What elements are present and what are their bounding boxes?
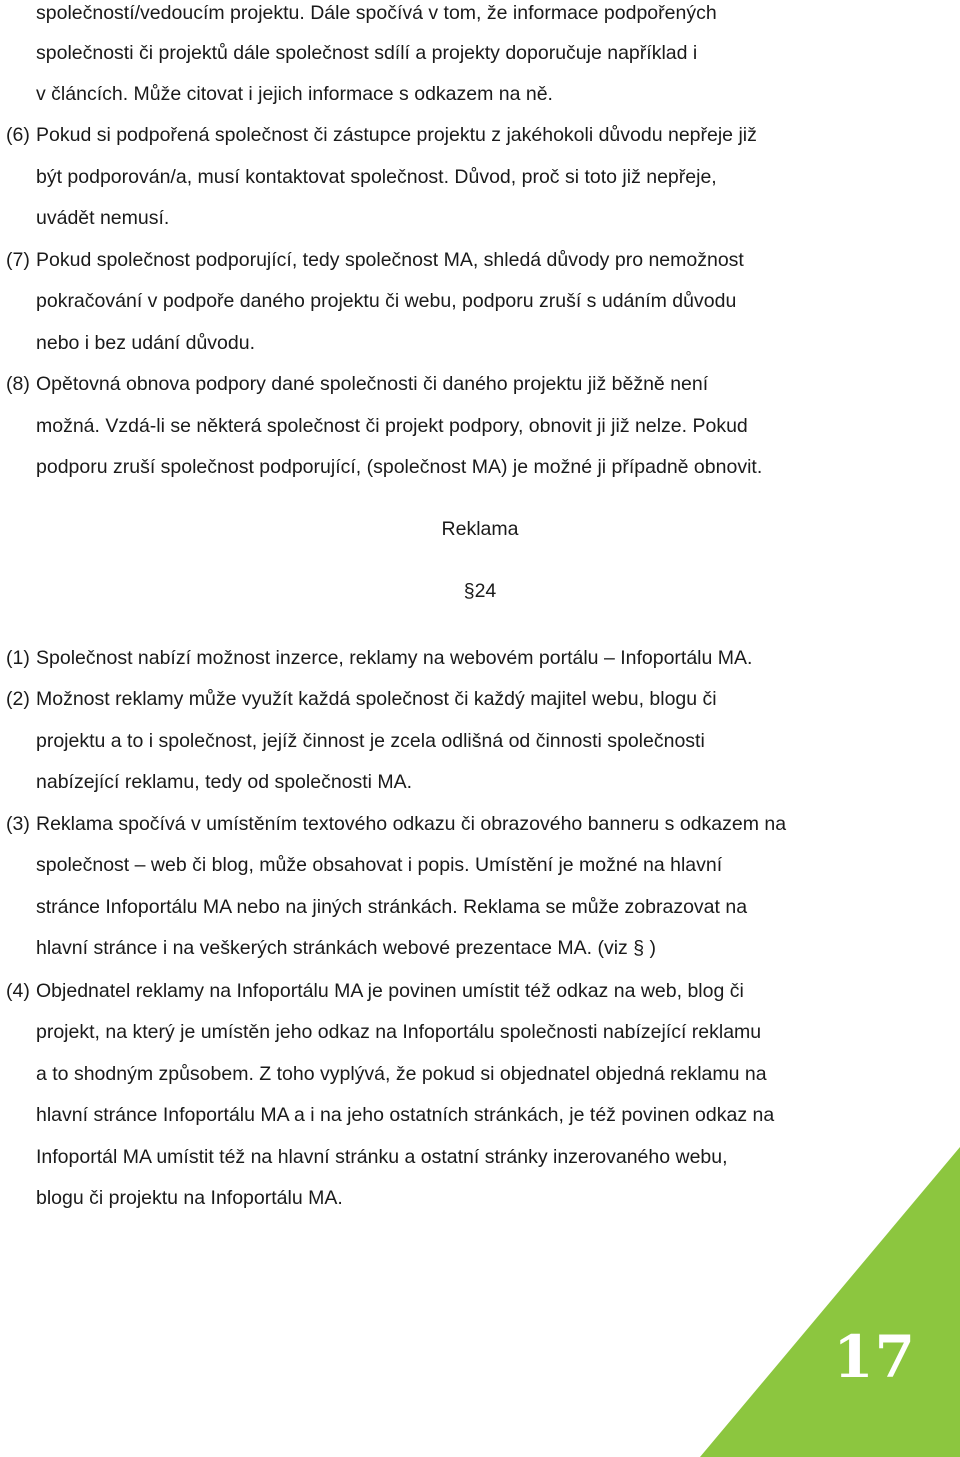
item-text-line: nabízející reklamu, tedy od společnosti MA. <box>36 771 413 793</box>
item-text-line: projektu a to i společnost, jejíž činnost je zcela odlišná od činnosti společnosti <box>36 730 705 752</box>
item-number: (3) <box>6 813 30 835</box>
item-text-line: hlavní stránce Infoportálu MA a i na jeho ostatních stránkách, je též povinen odkaz na <box>36 1104 775 1126</box>
item-text-line: projekt, na který je umístěn jeho odkaz na Infoportálu společnosti nabízející reklamu <box>36 1021 762 1043</box>
line-text: společnosti či projektů dále společnost sdílí a projekty doporučuje například i <box>36 42 698 64</box>
item-text-line: Objednatel reklamy na Infoportálu MA je povinen umístit též odkaz na web, blog či <box>36 980 744 1002</box>
item-text-line: hlavní stránce i na veškerých stránkách webové prezentace MA. (viz § ) <box>36 937 656 959</box>
item-text-line: Společnost nabízí možnost inzerce, reklamy na webovém portálu – Infoportálu MA. <box>36 647 753 669</box>
item-number: (8) <box>6 373 30 395</box>
item-text-line: společnost – web či blog, může obsahovat i popis. Umístění je možné na hlavní <box>36 854 723 876</box>
item-text-line: Možnost reklamy může využít každá společnost či každý majitel webu, blogu či <box>36 688 717 710</box>
item-number: (4) <box>6 980 30 1002</box>
item-text-line: Pokud společnost podporující, tedy společnost MA, shledá důvody pro nemožnost <box>36 249 744 271</box>
page-corner-decoration <box>700 1147 960 1457</box>
line-text: společností/vedoucím projektu. Dále spočívá v tom, že informace podpořených <box>36 2 717 24</box>
item-text-line: podporu zruší společnost podporující, (společnost MA) je možné ji případně obnovit. <box>36 456 763 478</box>
item-text-line: pokračování v podpoře daného projektu či webu, podporu zruší s udáním důvodu <box>36 290 737 312</box>
item-number: (7) <box>6 249 30 271</box>
section-title: Reklama <box>441 518 519 540</box>
section-number: §24 <box>463 580 497 602</box>
item-text-line: uvádět nemusí. <box>36 207 170 229</box>
item-text-line: být podporován/a, musí kontaktovat společnost. Důvod, proč si toto již nepřeje, <box>36 166 717 188</box>
item-text-line: Pokud si podpořená společnost či zástupce projektu z jakéhokoli důvodu nepřeje již <box>36 124 757 146</box>
item-text-line: možná. Vzdá-li se některá společnost či projekt podpory, obnovit ji již nelze. Pokud <box>36 415 748 437</box>
item-number: (2) <box>6 688 30 710</box>
item-text-line: Opětovná obnova podpory dané společnosti či daného projektu již běžně není <box>36 373 709 395</box>
line-text: v článcích. Může citovat i jejich informace s odkazem na ně. <box>36 83 553 105</box>
item-text-line: Infoportál MA umístit též na hlavní stránku a ostatní stránky inzerovaného webu, <box>36 1146 728 1168</box>
item-text-line: blogu či projektu na Infoportálu MA. <box>36 1187 343 1209</box>
item-number: (1) <box>6 647 30 669</box>
item-text-line: a to shodným způsobem. Z toho vyplývá, že pokud si objednatel objedná reklamu na <box>36 1063 767 1085</box>
item-number: (6) <box>6 124 30 146</box>
item-text-line: nebo i bez udání důvodu. <box>36 332 256 354</box>
page-number: 17 <box>833 1323 916 1391</box>
item-text-line: Reklama spočívá v umístěním textového odkazu či obrazového banneru s odkazem na <box>36 813 787 835</box>
item-text-line: stránce Infoportálu MA nebo na jiných stránkách. Reklama se může zobrazovat na <box>36 896 748 918</box>
